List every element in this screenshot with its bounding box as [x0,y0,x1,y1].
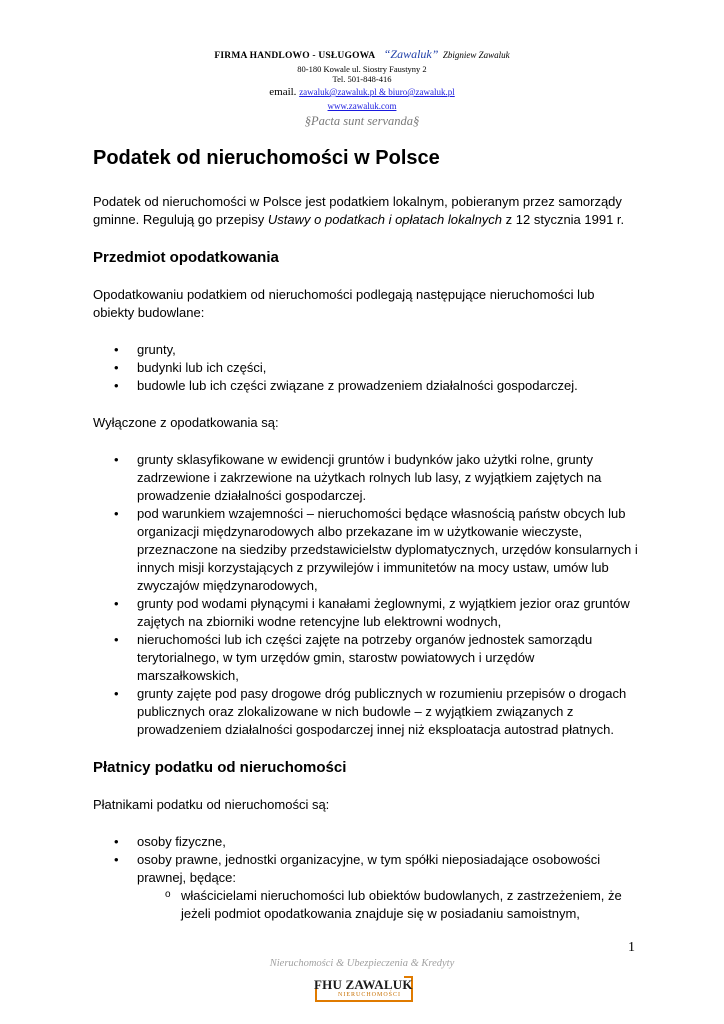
taxpayers-sublist [137,887,638,923]
brand-name: “Zawaluk” [383,47,439,61]
email-link-primary[interactable]: zawaluk@zawaluk.pl [299,87,377,97]
footer-tagline: Nieruchomości & Ubezpieczenia & Kredyty [269,958,455,969]
list-item: • budynki lub ich części, [93,359,638,377]
list-item: • grunty, [93,341,638,359]
letterhead-address: 80-180 Kowale ul. Siostry Faustyny 2 [297,64,427,74]
list-item: • budowle lub ich części związane z prowadzeniem działalności gospodarczej. [93,377,638,395]
letterhead-email [0,86,724,98]
list-item: • nieruchomości lub ich części zajęte na potrzeby organów jednostek samorządu terytorialnego, w tym urzędów gmin, starostw powiatowych i urzędów marszałkowskich, [93,631,638,685]
letterhead-website [0,101,724,111]
firm-name: FIRMA HANDLOWO - USŁUGOWA [214,51,376,61]
exclusions-list [93,451,638,739]
section1-lead: Opodatkowaniu podatkiem od nieruchomości podlegają następujące nieruchomości lub obiekty budowlane: [93,287,595,320]
taxpayers-list [93,833,638,923]
email-label: email. [269,86,297,98]
list-item: • grunty zajęte pod pasy drogowe dróg publicznych w rozumieniu przepisów o drogach publicznych oraz zlokalizowane w nich budowle – z wyjątkiem związanych z prowadzeniem działalności gospodarczej innej niż eksploatacja autostrad płatnych. [93,685,638,739]
email-link-secondary[interactable]: biuro@zawaluk.pl [388,87,455,97]
list-item: • grunty sklasyfikowane w ewidencji gruntów i budynków jako użytki rolne, grunty zadrzewione i zakrzewione na użytkach rolnych lub lasy, z wyjątkiem zajętych na prowadzenie działalności gospodarczej. [93,451,638,505]
letterhead-company [0,47,724,62]
owner-name: Zbigniew Zawaluk [442,50,510,60]
logo-text: FHU ZAWALUK [314,977,413,992]
section2-lead: Płatnikami podatku od nieruchomości są: [93,797,330,812]
taxable-items-list [93,341,638,395]
section-heading-taxation-subject: Przedmiot opodatkowania [93,249,279,266]
intro-paragraph: Podatek od nieruchomości w Polsce jest podatkiem lokalnym, pobieranym przez samorządy gminne. Regulują go przepisy Ustawy o podatkach i opłatach lokalnych z 12 stycznia 1991 r. [93,194,625,227]
list-item: • pod warunkiem wzajemności – nieruchomości będące własnością państw obcych lub organizacji międzynarodowych albo przekazane im w użytkowanie wieczyste, przeznaczone na siedziby przedstawicielstw dyplomatycznych, urzędów konsularnych i innych misji korzystających z przywilejów i immunitetów na mocy ustaw, umów lub zwyczajów międzynarodowych, [93,505,638,595]
page-number: 1 [628,940,635,955]
list-item: • osoby prawne, jednostki organizacyjne, w tym spółki nieposiadające osobowości prawnej, będące: o właścicielami nieruchomości lub obiektów budowlanych, z zastrzeżeniem, że jeżeli podmiot opodatkowania znajduje się w posiadaniu samoistnym, [93,851,638,923]
email-link-separator[interactable]: & [378,87,386,97]
section-heading-taxpayers: Płatnicy podatku od nieruchomości [93,759,347,776]
logo-subtext: NIERUCHOMOŚCI [338,992,402,998]
letterhead-motto: §Pacta sunt servanda§ [304,114,420,128]
letterhead-phone: Tel. 501-848-416 [332,74,392,84]
website-link[interactable]: www.zawaluk.com [327,101,397,111]
list-item: • osoby fizyczne, [93,833,638,851]
sublist-item: o właścicielami nieruchomości lub obiektów budowlanych, z zastrzeżeniem, że jeżeli podmiot opodatkowania znajduje się w posiadaniu samoistnym, [137,887,638,923]
law-title: Ustawy o podatkach i opłatach lokalnych [267,212,503,227]
exclusions-lead: Wyłączone z opodatkowania są: [93,415,279,430]
company-logo [312,975,416,1003]
list-item: • grunty pod wodami płynącymi i kanałami żeglownymi, z wyjątkiem jezior oraz gruntów zajętych na zbiorniki wodne retencyjne lub elektrowni wodnych, [93,595,638,631]
document-body [93,146,638,942]
document-title: Podatek od nieruchomości w Polsce [93,147,440,169]
